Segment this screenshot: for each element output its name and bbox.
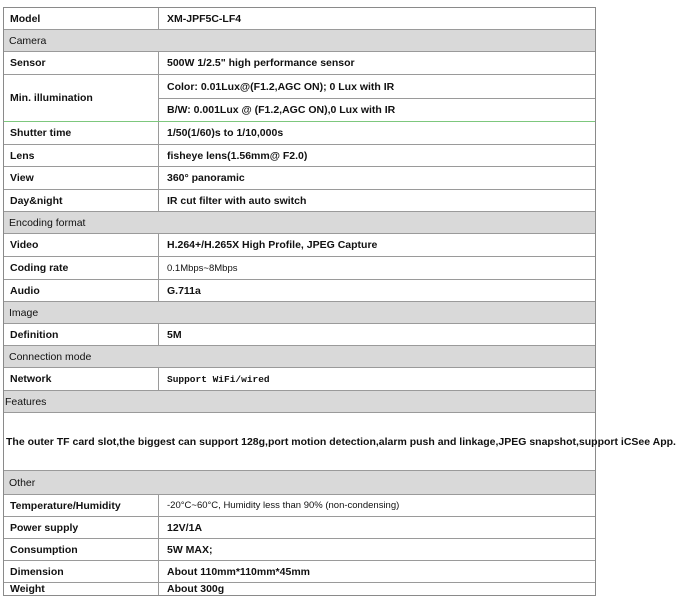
weight-row: [4, 583, 595, 595]
power-value: 12V/1A: [167, 521, 203, 534]
sensor-row: [4, 52, 595, 75]
min-illumination-bw: B/W: 0.001Lux @ (F1.2,AGC ON),0 Lux with IR: [167, 104, 396, 116]
model-row: [4, 8, 595, 30]
consumption-value: 5W MAX;: [167, 543, 213, 556]
definition-label: Definition: [4, 324, 159, 345]
shutter-value: 1/50(1/60)s to 1/10,000s: [167, 127, 284, 139]
video-label: Video: [4, 234, 159, 256]
network-label: Network: [4, 368, 159, 390]
model-label: Model: [4, 8, 159, 29]
view-row: [4, 167, 595, 190]
features-section: [4, 391, 595, 413]
features-row: [4, 413, 676, 471]
encoding-section: [4, 212, 595, 234]
sensor-label: Sensor: [4, 52, 159, 74]
features-section-title: Features: [5, 395, 47, 408]
encoding-section-title: Encoding format: [9, 216, 86, 229]
camera-section-title: Camera: [9, 34, 47, 47]
min-illumination-row: [4, 75, 595, 122]
view-value: 360° panoramic: [167, 172, 245, 184]
network-value: Support WiFi/wired: [167, 373, 270, 385]
shutter-row: [4, 122, 595, 145]
temp-value: -20°C~60°C, Humidity less than 90% (non-condensing): [167, 500, 400, 511]
connection-section-title: Connection mode: [9, 350, 92, 363]
camera-section: [4, 30, 595, 52]
dimension-row: [4, 561, 595, 583]
dimension-value: About 110mm*110mm*45mm: [167, 565, 310, 578]
coding-rate-row: [4, 257, 595, 280]
other-section: [4, 471, 595, 495]
daynight-label: Day&night: [4, 190, 159, 211]
network-row: [4, 368, 595, 391]
power-label: Power supply: [4, 517, 159, 538]
model-value: XM-JPF5C-LF4: [167, 12, 242, 25]
lens-label: Lens: [4, 145, 159, 166]
daynight-row: [4, 190, 595, 212]
dimension-label: Dimension: [4, 561, 159, 582]
view-label: View: [4, 167, 159, 189]
temp-row: [4, 495, 595, 517]
audio-value: G.711a: [167, 284, 201, 297]
lens-row: [4, 145, 595, 167]
video-value: H.264+/H.265X High Profile, JPEG Capture: [167, 239, 378, 251]
other-section-title: Other: [9, 476, 36, 489]
video-row: [4, 234, 595, 257]
image-section: [4, 302, 595, 324]
audio-label: Audio: [4, 280, 159, 301]
definition-value: 5M: [167, 328, 182, 341]
consumption-row: [4, 539, 595, 561]
weight-label: Weight: [4, 583, 159, 595]
audio-row: [4, 280, 595, 302]
coding-rate-value: 0.1Mbps~8Mbps: [167, 262, 238, 274]
temp-label: Temperature/Humidity: [4, 495, 159, 516]
image-section-title: Image: [9, 306, 39, 319]
daynight-value: IR cut filter with auto switch: [167, 194, 307, 207]
coding-rate-label: Coding rate: [4, 257, 159, 279]
power-row: [4, 517, 595, 539]
min-illumination-label: Min. illumination: [4, 75, 159, 121]
sensor-value: 500W 1/2.5" high performance sensor: [167, 57, 355, 69]
connection-section: [4, 346, 595, 368]
definition-row: [4, 324, 595, 346]
shutter-label: Shutter time: [4, 122, 159, 144]
weight-value: About 300g: [167, 583, 225, 595]
spec-table: [3, 7, 676, 596]
min-illumination-color: Color: 0.01Lux@(F1.2,AGC ON); 0 Lux with IR: [167, 80, 395, 93]
consumption-label: Consumption: [4, 539, 159, 560]
lens-value: fisheye lens(1.56mm@ F2.0): [167, 149, 308, 162]
features-text: The outer TF card slot,the biggest can support 128g,port motion detection,alarm push and linkage,JPEG snapshot,support iCSee App.: [6, 435, 676, 448]
